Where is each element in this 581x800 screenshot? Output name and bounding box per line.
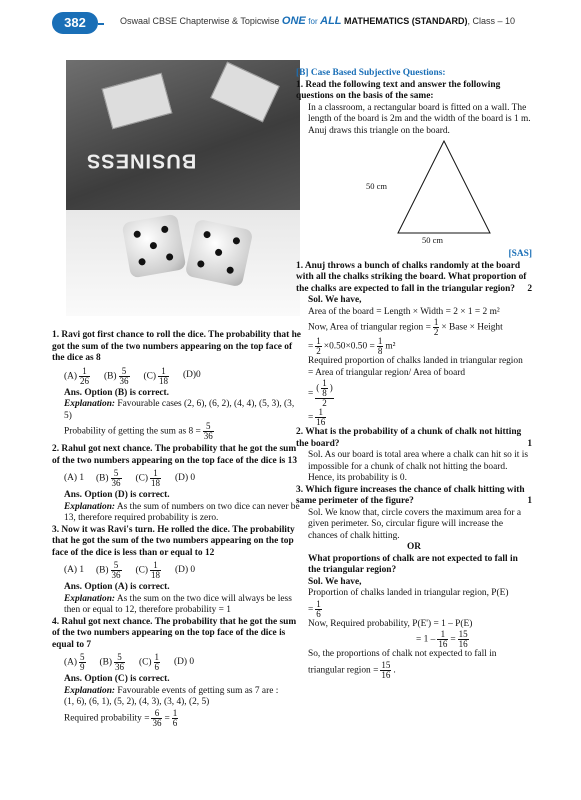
case-text-1: In a classroom, a rectangular board is fitted on a wall. The length of the board is 2m and the width of the board is 1 m. bbox=[308, 102, 531, 124]
q4-c-num: 1 bbox=[154, 652, 160, 662]
q1-options bbox=[64, 367, 302, 386]
triangle-svg bbox=[296, 137, 532, 245]
q4-eq: = bbox=[164, 713, 170, 724]
subq-1-result bbox=[296, 408, 532, 427]
subq-3-sol2: Sol. We have, bbox=[308, 576, 362, 587]
question-1: 1. Ravi got first chance to roll the dice. The probability that he got the sum of the two numbers appearing on the top face of the dice as 8 bbox=[52, 330, 301, 363]
q1-prob-num: 5 bbox=[203, 422, 214, 432]
triangle-base-label: 50 cm bbox=[422, 235, 444, 245]
q1-option-a: (A) bbox=[64, 371, 78, 382]
page-header bbox=[0, 0, 581, 40]
q4-req-text: Required probability = bbox=[64, 713, 150, 724]
q3-option-a: (A) 1 bbox=[64, 564, 85, 575]
subq-3 bbox=[296, 485, 532, 508]
header-rule bbox=[98, 23, 104, 25]
page-number-badge: 382 bbox=[52, 12, 98, 34]
case-text-2: Anuj draws this triangle on the board. bbox=[308, 125, 450, 136]
pe-den: 6 bbox=[316, 608, 321, 619]
calc-half-den: 2 bbox=[316, 346, 321, 356]
q2-option-b: (B) bbox=[96, 473, 109, 484]
big-num: ( $\frac{1}{8}$ ) bbox=[316, 378, 333, 398]
res-den: 16 bbox=[316, 417, 326, 427]
header-one: ONE bbox=[281, 15, 306, 27]
q4-b-num: 5 bbox=[114, 653, 125, 663]
q4-f2-num: 1 bbox=[172, 707, 178, 718]
q2-b-den: 36 bbox=[111, 478, 121, 488]
big-den: 2 bbox=[322, 398, 327, 408]
q4-exp-text: Favourable events of getting sum as 7 are : bbox=[115, 685, 279, 696]
q1-option-c: (C) bbox=[143, 371, 157, 382]
q4-exp-label: Explanation: bbox=[64, 685, 116, 696]
q3-c-den: 18 bbox=[151, 570, 161, 580]
q3-answer: Ans. Option (A) is correct. bbox=[64, 582, 170, 592]
q3-option-b: (B) bbox=[96, 565, 109, 576]
subq-1-text: 1. Anuj throws a bunch of chalks randomly at the board with all the chalks striking the board. What proportion of the chalks are expected to fall in the triangular region? bbox=[296, 260, 527, 294]
pe-num: 1 bbox=[316, 598, 321, 609]
q2-answer: Ans. Option (D) is correct. bbox=[64, 490, 170, 500]
l2-num1: 1 bbox=[437, 630, 448, 640]
subq-1-req: Required proportion of chalks landed in triangular region bbox=[308, 356, 523, 366]
photo-card bbox=[102, 73, 173, 130]
question-2: 2. Rahul got next chance. The probability that he got the sum of the two numbers appearing on the top face of the dice is 13 bbox=[52, 444, 298, 466]
inner-num: 1 bbox=[322, 378, 327, 388]
q1-answer: Ans. Option (B) is correct. bbox=[64, 387, 170, 398]
l2-num2: 15 bbox=[458, 629, 468, 639]
q2-explanation bbox=[52, 502, 302, 525]
or-divider: OR bbox=[406, 542, 422, 552]
tri-area-text2: × Base × Height bbox=[441, 322, 503, 333]
q4-option-a: (A) bbox=[64, 657, 78, 668]
final-den: 16 bbox=[381, 669, 391, 680]
subq-2-sol: Sol. As our board is total area where a chalk can hit so it is impossible for a chunk of chalk not hitting the board. Hence, its probability is 0. bbox=[308, 450, 528, 483]
triangle-shape bbox=[398, 141, 490, 233]
left-die bbox=[122, 214, 187, 279]
q4-required bbox=[52, 709, 302, 728]
header-for: for bbox=[308, 17, 318, 26]
case-question: 1. Read the following text and answer the following questions on the basis of the same: bbox=[296, 79, 501, 101]
q4-a-num: 5 bbox=[80, 652, 85, 662]
subq-3-marks: 1 bbox=[527, 496, 532, 506]
final-num: 15 bbox=[381, 659, 391, 670]
q3-option-c: (C) bbox=[135, 565, 149, 576]
calc-res-num: 1 bbox=[377, 336, 383, 346]
q2-options bbox=[64, 469, 302, 488]
q3-explanation bbox=[52, 594, 302, 617]
subq-2-text: 2. What is the probability of a chunk of chalk not hitting the board? bbox=[296, 427, 522, 449]
subq-3-text: 3. Which figure increases the chance of chalk hitting with same perimeter of the figure? bbox=[296, 484, 525, 506]
subq-3-now: Now, Required probability, P(E') = 1 – P(E) bbox=[308, 618, 473, 629]
q3-c-num: 1 bbox=[150, 561, 161, 571]
q4-f2-den: 6 bbox=[172, 717, 178, 728]
q4-f1-num: 6 bbox=[151, 709, 162, 719]
q2-exp-text: As the sum of numbers on two dice can never be 13, therefore required probability is zero. bbox=[64, 501, 300, 523]
subq-3-pe bbox=[296, 600, 532, 619]
triangle-figure bbox=[296, 137, 532, 245]
q2-b-num: 5 bbox=[111, 469, 122, 479]
subq-3-prop: Proportion of chalks landed in triangular region, P(E) bbox=[308, 588, 509, 598]
q4-answer: Ans. Option (C) is correct. bbox=[64, 674, 170, 684]
header-subject: MATHEMATICS (STANDARD) bbox=[344, 16, 468, 26]
q4-option-d: (D) 0 bbox=[174, 656, 195, 667]
q4-option-b: (B) bbox=[99, 657, 113, 668]
tri-area-text: Now, Area of triangular region = bbox=[308, 322, 431, 333]
subq-2 bbox=[296, 427, 532, 450]
q2-c-den: 18 bbox=[151, 478, 161, 488]
pe-eq: = bbox=[308, 604, 314, 615]
q4-options bbox=[64, 653, 302, 672]
board-game-photo bbox=[66, 60, 300, 316]
inner-den: 8 bbox=[322, 388, 327, 398]
tri-area-den: 2 bbox=[433, 327, 439, 337]
q1-c-num: 1 bbox=[158, 367, 169, 377]
subq-1-area: Area of the board = Length × Width = 2 × 1 = 2 m² bbox=[308, 306, 500, 317]
subq-1-marks: 2 bbox=[527, 283, 532, 294]
q1-probability bbox=[52, 422, 302, 441]
q3-option-d: (D) 0 bbox=[175, 564, 196, 575]
l2-den2: 16 bbox=[458, 639, 468, 649]
q4-events: (1, 6), (6, 1), (5, 2), (4, 3), (3, 4), (2, 5) bbox=[64, 697, 210, 707]
q1-a-num: 1 bbox=[79, 367, 90, 377]
q2-option-c: (C) bbox=[135, 473, 149, 484]
subq-1-tri-area bbox=[296, 318, 532, 337]
right-die bbox=[185, 219, 254, 288]
right-column bbox=[296, 68, 532, 680]
header-class: , Class – 10 bbox=[467, 16, 516, 26]
subq-1 bbox=[296, 261, 532, 296]
subq-3-or: What proportions of chalk are not expected to fall in the triangular region? bbox=[308, 553, 518, 575]
q1-exp-label: Explanation: bbox=[64, 399, 116, 409]
sas-tag: [SAS] bbox=[508, 249, 532, 259]
subq-3-sol: Sol. We know that, circle covers the maximum area for a given perimeter. So, circular figure will increase the chances of chalk hitting. bbox=[308, 507, 522, 541]
q3-exp-text: As the sum on the two dice will always be less then or equal to 12, therefore probability = 1 bbox=[64, 593, 292, 615]
left-column bbox=[52, 60, 302, 728]
subq-1-big-frac bbox=[296, 379, 532, 408]
q2-option-d: (D) 0 bbox=[175, 472, 196, 483]
q1-a-den: 26 bbox=[80, 375, 90, 386]
board-game-image bbox=[66, 60, 300, 210]
q2-option-a: (A) 1 bbox=[64, 472, 85, 483]
board-text: BUSINESS bbox=[86, 149, 197, 172]
section-heading: [B] Case Based Subjective Questions: bbox=[296, 68, 446, 78]
q1-prob-den: 36 bbox=[203, 431, 213, 441]
q1-option-d: (D)0 bbox=[183, 370, 201, 381]
q2-c-num: 1 bbox=[150, 469, 161, 479]
res-eq: = bbox=[308, 412, 314, 423]
l2-pre: = 1 – bbox=[416, 634, 436, 645]
calc-eq: = bbox=[308, 341, 314, 352]
calc-mid: ×0.50×0.50 = bbox=[323, 341, 375, 352]
header-all: ALL bbox=[320, 15, 342, 27]
q3-b-num: 5 bbox=[111, 561, 122, 571]
final-text: So, the proportions of chalk not expected to fall in triangular region = bbox=[308, 649, 497, 676]
q4-b-den: 36 bbox=[115, 662, 125, 672]
subq-1-ratio: = Area of triangular region/ Area of board bbox=[308, 367, 466, 378]
q3-options bbox=[64, 561, 302, 580]
calc-res-den: 8 bbox=[377, 346, 383, 356]
calc-unit: m² bbox=[385, 341, 396, 352]
q2-exp-label: Explanation: bbox=[64, 501, 116, 512]
q4-option-c: (C) bbox=[139, 657, 152, 668]
l2-eq: = bbox=[450, 634, 456, 645]
q3-exp-label: Explanation: bbox=[64, 593, 116, 604]
q4-explanation bbox=[52, 686, 302, 698]
res-num: 1 bbox=[315, 408, 326, 418]
subq-2-marks: 1 bbox=[527, 438, 532, 449]
tri-area-num: 1 bbox=[433, 317, 439, 327]
subq-3-final: So, the proportions of chalk not expected to fall in triangular region = $\frac{15}{16}$ . bbox=[308, 649, 497, 680]
q3-b-den: 36 bbox=[111, 570, 121, 580]
l2-den1: 16 bbox=[438, 639, 448, 649]
calc-half-num: 1 bbox=[316, 336, 321, 346]
q1-explanation bbox=[52, 399, 302, 422]
q4-c-den: 6 bbox=[154, 662, 160, 672]
subq-3-line2 bbox=[296, 630, 532, 649]
q4-a-den: 9 bbox=[80, 662, 85, 672]
question-3: 3. Now it was Ravi's turn. He rolled the dice. The probability that he got the sum of the two numbers appearing on the top face of the dice is less than or equal to 12 bbox=[52, 524, 295, 558]
photo-card bbox=[210, 62, 279, 123]
q1-exp-text: Favourable cases (2, 6), (6, 2), (4, 4), (5, 3), (3, 5) bbox=[64, 399, 295, 421]
header-prefix: Oswaal CBSE Chapterwise & Topicwise bbox=[120, 16, 280, 26]
subq-1-calc bbox=[296, 337, 532, 356]
header-title bbox=[120, 15, 515, 27]
q1-option-b: (B) bbox=[104, 371, 117, 382]
question-4: 4. Rahul got next chance. The probability that he got the sum of the two numbers appearing on the top face of the dice is equal to 7 bbox=[52, 616, 297, 650]
triangle-side-label: 50 cm bbox=[366, 181, 388, 191]
q1-b-num: 5 bbox=[119, 367, 130, 377]
q1-b-den: 36 bbox=[119, 375, 129, 386]
q4-f1-den: 36 bbox=[152, 717, 162, 728]
big-eq: = bbox=[308, 388, 314, 399]
q1-c-den: 18 bbox=[159, 375, 169, 386]
q1-prob-text: Probability of getting the sum as 8 = bbox=[64, 426, 201, 437]
subq-1-sol: Sol. We have, bbox=[308, 295, 362, 305]
